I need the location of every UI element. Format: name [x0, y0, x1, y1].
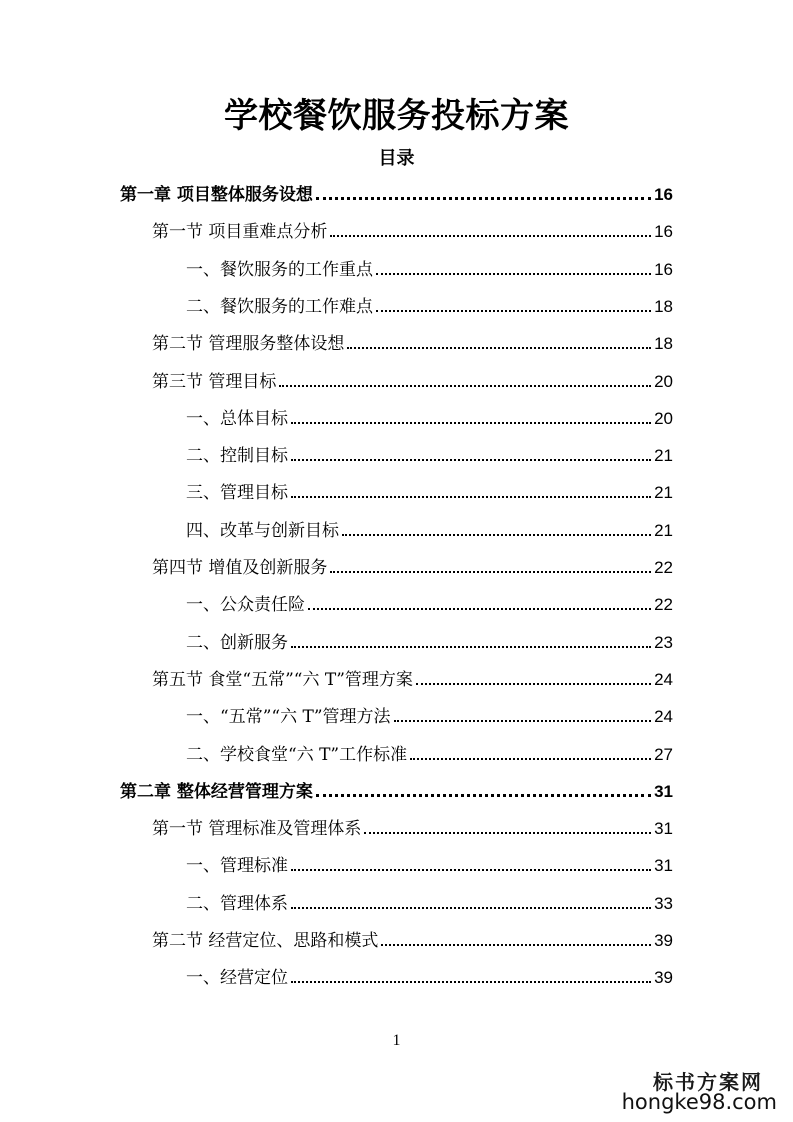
toc-dot-leader	[376, 273, 651, 275]
toc-entry[interactable]	[152, 362, 673, 392]
toc-entry[interactable]	[152, 548, 673, 578]
toc-entry-page: 18	[654, 296, 673, 316]
toc-entry-page: 31	[654, 819, 673, 839]
toc-dot-leader	[291, 459, 651, 461]
toc-heading: 目录	[378, 148, 415, 169]
toc-entry[interactable]	[152, 324, 673, 354]
toc-dot-leader	[342, 534, 651, 536]
toc-dot-leader	[364, 832, 651, 834]
toc-entry[interactable]	[186, 697, 673, 727]
toc-entry-label: 第二节 管理服务整体设想	[152, 334, 345, 355]
toc-entry-label: 一、“五常”“六 T”管理方法	[186, 707, 391, 728]
page-number: 1	[392, 1032, 401, 1049]
toc-entry-page: 21	[654, 520, 673, 540]
toc-dot-leader	[316, 197, 651, 200]
toc-entry[interactable]	[186, 473, 673, 503]
toc-entry-label: 二、创新服务	[186, 632, 288, 653]
toc-entry[interactable]	[186, 846, 673, 876]
toc-entry[interactable]	[186, 436, 673, 466]
toc-entry-label: 一、经营定位	[186, 968, 288, 989]
toc-entry-page: 20	[654, 408, 673, 428]
toc-dot-leader	[279, 385, 651, 387]
toc-entry-label: 二、餐饮服务的工作难点	[186, 296, 373, 317]
toc-entry-label: 第一节 管理标准及管理体系	[152, 819, 362, 840]
toc-entry-label: 二、控制目标	[186, 446, 288, 467]
toc-dot-leader	[291, 646, 651, 648]
toc-entry-page: 21	[654, 483, 673, 503]
toc-entry-page: 23	[654, 632, 673, 652]
toc-entry[interactable]	[186, 884, 673, 914]
toc-entry-label: 第一节 项目重难点分析	[152, 222, 328, 243]
toc-entry-page: 31	[654, 856, 673, 876]
toc-dot-leader	[316, 794, 651, 797]
toc-entry-label: 第二章 整体经营管理方案	[120, 781, 313, 802]
toc-dot-leader	[410, 758, 651, 760]
toc-entry-page: 27	[654, 744, 673, 764]
toc-entry[interactable]	[152, 660, 673, 690]
toc-entry-page: 39	[654, 968, 673, 988]
toc-entry-label: 第一章 项目整体服务设想	[120, 185, 313, 205]
toc-entry-label: 第三节 管理目标	[152, 371, 277, 392]
toc-dot-leader	[347, 347, 651, 349]
toc-dot-leader	[291, 422, 651, 424]
watermark-site-name: 标书方案网	[653, 1070, 763, 1094]
toc-entry-page: 20	[654, 371, 673, 391]
toc-dot-leader	[394, 720, 652, 722]
toc-dot-leader	[291, 907, 651, 909]
toc-dot-leader	[291, 496, 651, 498]
document-title: 学校餐饮服务投标方案	[224, 96, 569, 136]
toc-entry-page: 24	[654, 669, 673, 689]
toc-dot-leader	[416, 683, 651, 685]
toc-entry[interactable]	[186, 585, 673, 615]
toc-entry[interactable]	[186, 958, 673, 988]
toc-entry[interactable]	[186, 623, 673, 653]
toc-entry-page: 18	[654, 334, 673, 354]
toc-entry-page: 16	[654, 185, 673, 204]
toc-entry-page: 22	[654, 558, 673, 577]
toc-dot-leader	[381, 944, 651, 946]
toc-entry-label: 一、总体目标	[186, 408, 288, 429]
toc-entry[interactable]	[186, 511, 673, 541]
toc-dot-leader	[330, 235, 651, 237]
toc-entry-label: 第五节 食堂“五常”“六 T”管理方案	[152, 669, 413, 690]
toc-entry[interactable]	[186, 399, 673, 429]
toc-entry[interactable]	[186, 287, 673, 317]
toc-dot-leader	[291, 981, 651, 983]
toc-entry-page: 16	[654, 259, 673, 279]
toc-entry-label: 一、公众责任险	[186, 595, 305, 616]
toc-entry[interactable]	[186, 735, 673, 765]
watermark-url: hongke98.com	[621, 1090, 777, 1114]
toc-entry-label: 第二节 经营定位、思路和模式	[152, 931, 379, 951]
toc-entry-label: 三、管理目标	[186, 483, 288, 504]
toc-entry[interactable]	[152, 212, 673, 242]
toc-entry-label: 二、学校食堂“六 T”工作标准	[186, 744, 408, 765]
toc-entry-label: 四、改革与创新目标	[186, 520, 339, 541]
toc-dot-leader	[330, 571, 651, 573]
toc-entry-page: 39	[654, 931, 673, 950]
toc-dot-leader	[291, 869, 651, 871]
toc-entry[interactable]	[120, 772, 673, 802]
toc-entry-page: 24	[654, 707, 673, 727]
toc-entry[interactable]	[152, 921, 673, 951]
toc-entry-label: 一、管理标准	[186, 856, 288, 877]
toc-entry-page: 22	[654, 595, 673, 615]
toc-entry-page: 31	[654, 781, 673, 801]
toc-entry-page: 16	[654, 222, 673, 242]
toc-entry[interactable]	[120, 175, 673, 205]
toc-dot-leader	[308, 608, 651, 610]
toc-entry-label: 第四节 增值及创新服务	[152, 558, 328, 578]
toc-entry[interactable]	[152, 809, 673, 839]
toc-entry-page: 33	[654, 893, 673, 913]
toc-entry-label: 二、管理体系	[186, 893, 288, 914]
toc-entry-page: 21	[654, 446, 673, 466]
toc-entry[interactable]	[186, 250, 673, 280]
toc-dot-leader	[376, 310, 651, 312]
toc-entry-label: 一、餐饮服务的工作重点	[186, 259, 373, 280]
